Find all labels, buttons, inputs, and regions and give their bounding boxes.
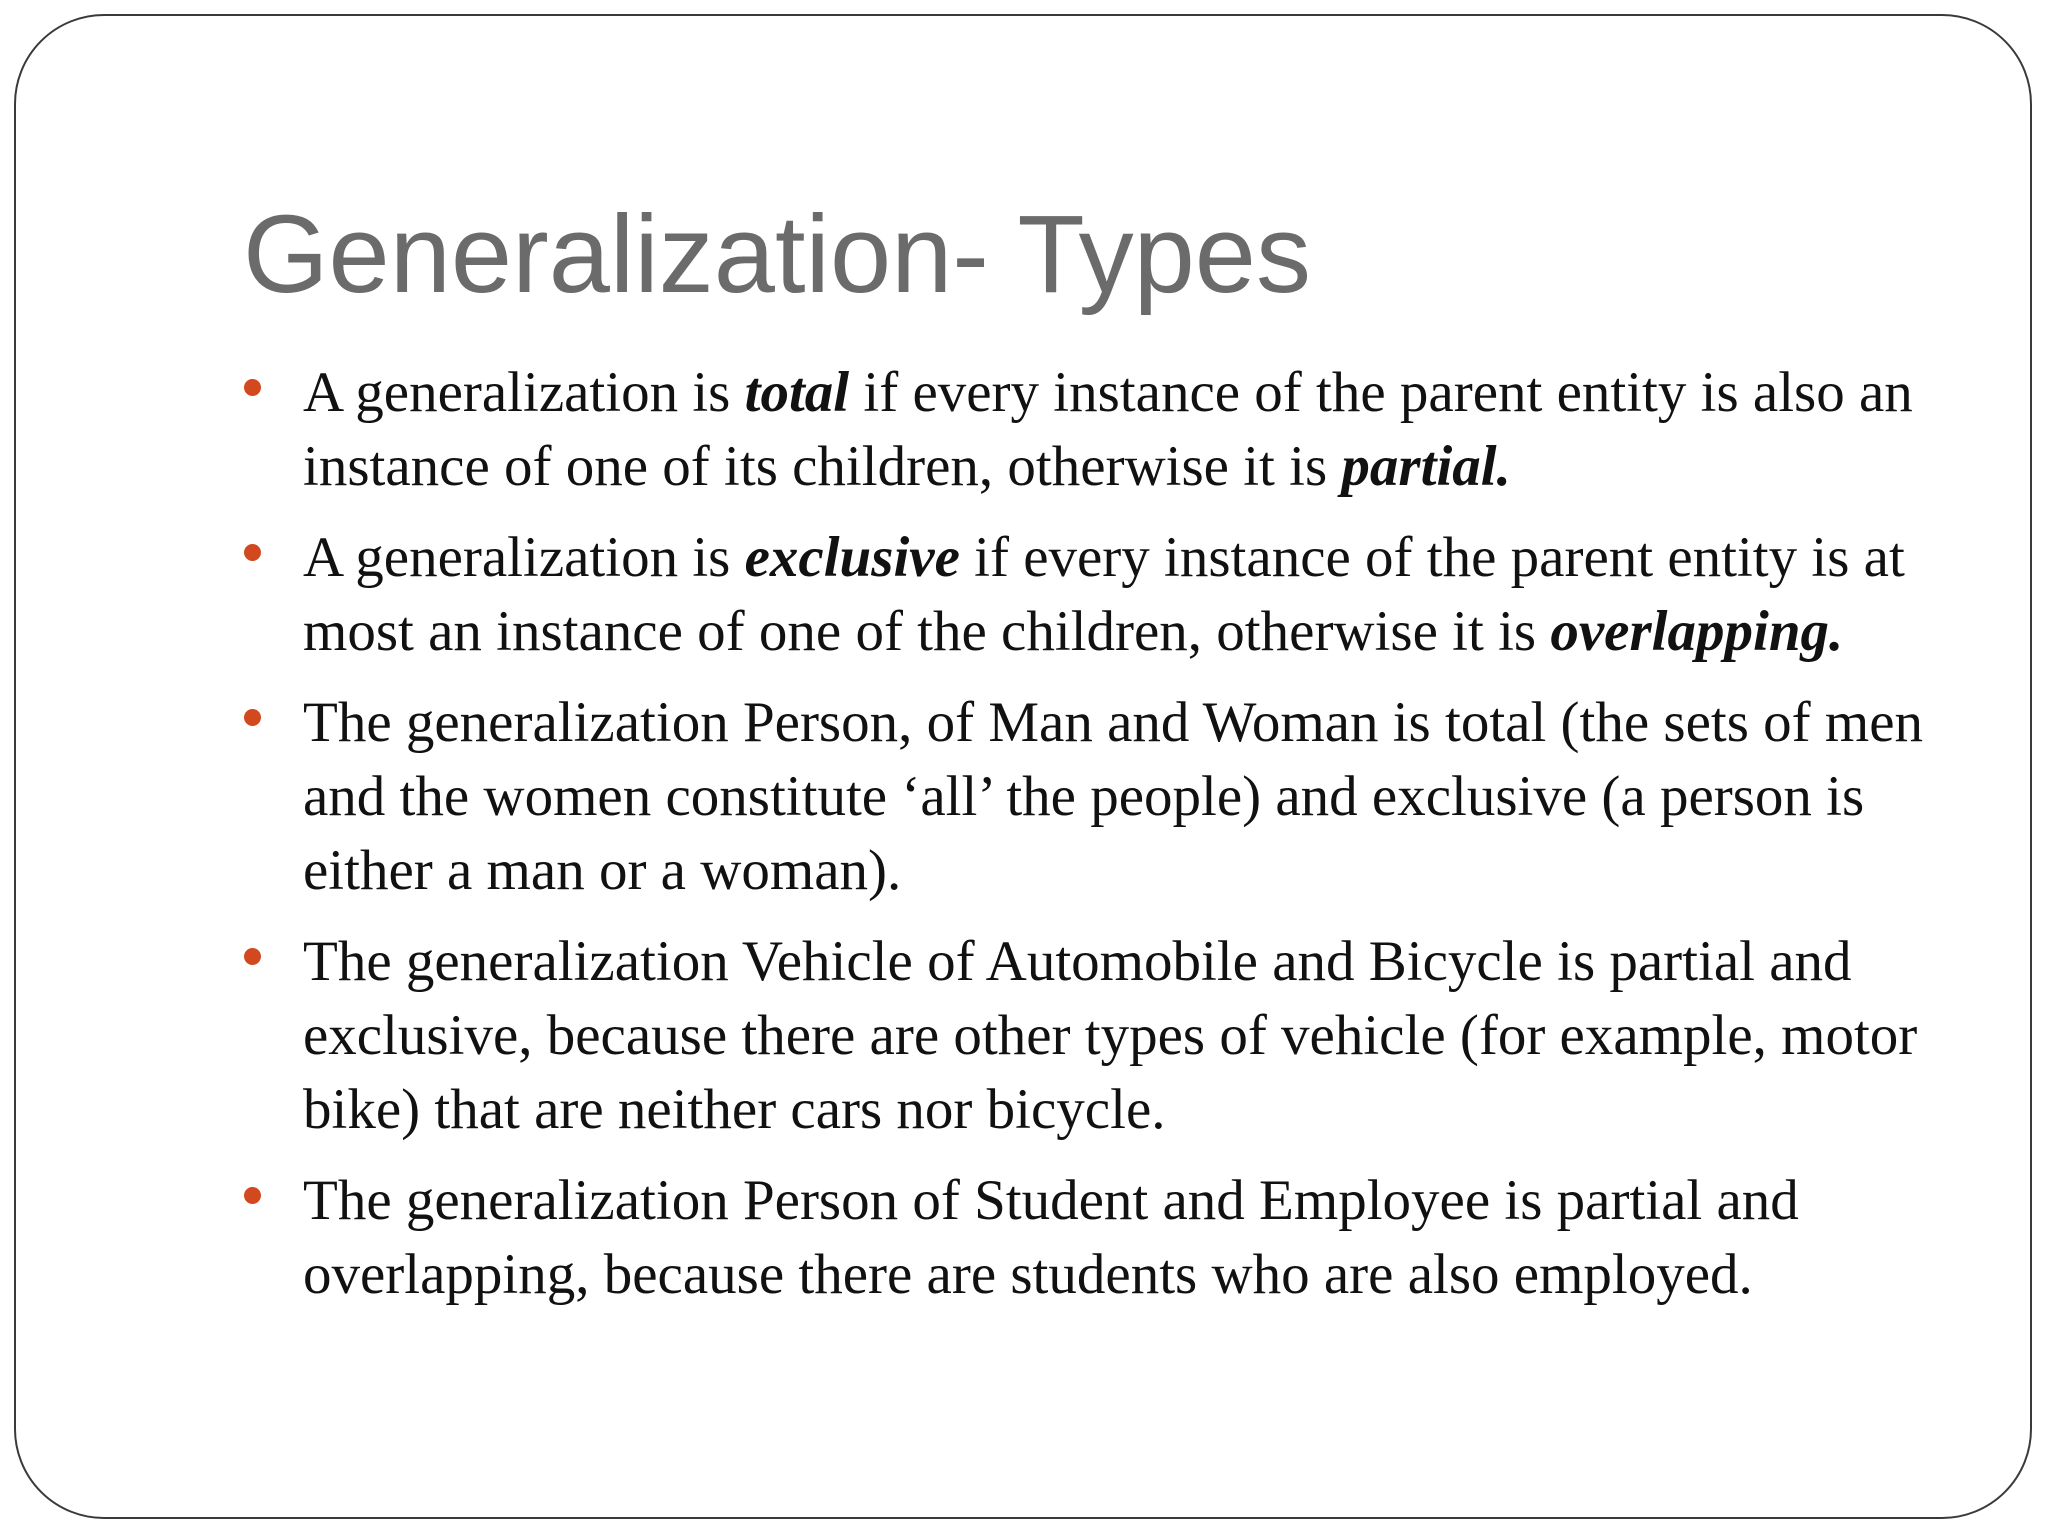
- bullet-exclusive-overlapping: [303, 521, 2003, 669]
- bullet-student-example: [303, 1164, 2003, 1312]
- bullet-text: if every instance of the parent entity is at most an instance of one of the children, otherwise it is: [303, 526, 1905, 663]
- bullet-text: The generalization Vehicle of Automobile and Bicycle is partial and exclusive, because there are other types of vehicle (for example, motor bike) that are neither cars nor bicycle.: [303, 930, 1918, 1141]
- bullet-dot-icon: [244, 1187, 261, 1204]
- bullet-text: The generalization Person, of Man and Woman is total (the sets of men and the women constitute ‘all’ the people) and exclusive (a person is either a man or a woman).: [303, 691, 1924, 902]
- emphasis-partial: partial.: [1341, 435, 1511, 498]
- bullet-text: A generalization is: [303, 526, 745, 589]
- bullet-vehicle-example: [303, 925, 2003, 1147]
- emphasis-total: total: [744, 361, 850, 424]
- emphasis-exclusive: exclusive: [744, 526, 960, 589]
- bullet-dot-icon: [244, 544, 261, 561]
- bullet-person-example: [303, 686, 2003, 908]
- bullet-dot-icon: [244, 709, 261, 726]
- bullet-text: A generalization is: [303, 361, 745, 424]
- bullet-total-partial: [303, 356, 2003, 504]
- bullet-dot-icon: [244, 379, 261, 396]
- slide-title: Generalization- Types: [243, 193, 1311, 316]
- bullet-text: The generalization Person of Student and Employee is partial and overlapping, because there are students who are also employed.: [303, 1169, 1799, 1306]
- bullet-text: if every instance of the parent entity is also an instance of one of its children, otherwise it is: [303, 361, 1913, 498]
- slide-frame: [14, 14, 2032, 1519]
- bullet-dot-icon: [244, 948, 261, 965]
- emphasis-overlapping: overlapping.: [1550, 600, 1844, 663]
- bullet-list: [303, 356, 2003, 1329]
